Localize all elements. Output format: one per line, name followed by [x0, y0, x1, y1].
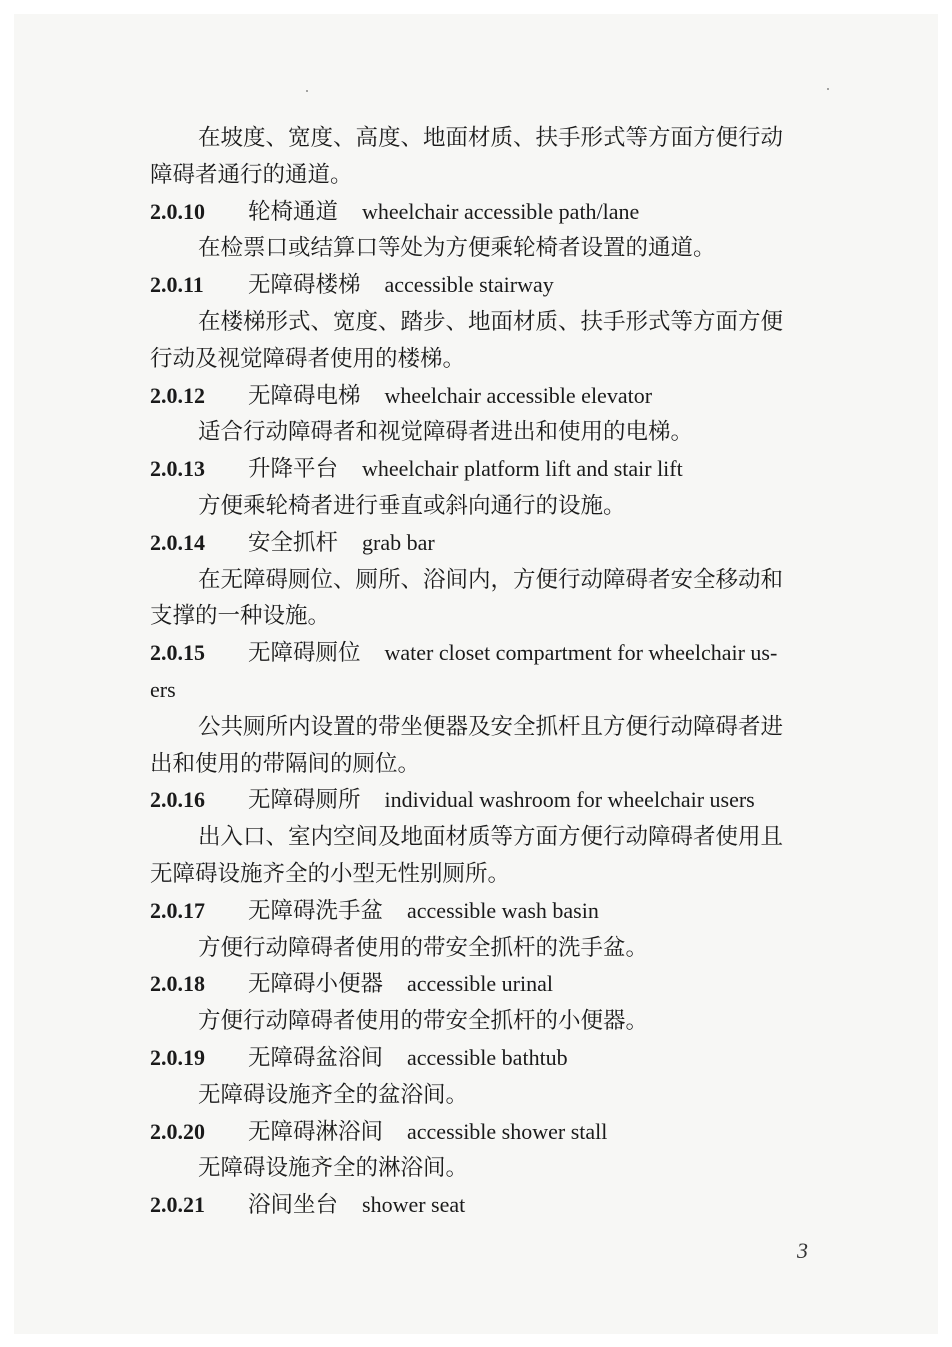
definition-line: 公共厕所内设置的带坐便器及安全抓杆且方便行动障碍者进 — [198, 713, 784, 740]
term-chinese: 无障碍厕所 — [248, 787, 361, 814]
definition-line: 无障碍设施齐全的盆浴间。 — [198, 1081, 469, 1108]
definition-line: 在坡度、宽度、高度、地面材质、扶手形式等方面方便行动 — [198, 125, 784, 151]
term-chinese: 无障碍洗手盆 — [248, 897, 384, 924]
definition-line: 出入口、室内空间及地面材质等方面方便行动障碍者使用且 — [198, 824, 784, 851]
term-number: 2.0.13 — [150, 456, 205, 482]
term-heading — [150, 966, 840, 1003]
term-heading — [150, 1040, 840, 1077]
definition-line: 方便行动障碍者使用的带安全抓杆的小便器。 — [198, 1008, 649, 1035]
term-number: 2.0.16 — [150, 787, 205, 813]
definition-line: 适合行动障碍者和视觉障碍者进出和使用的电梯。 — [198, 419, 694, 446]
term-heading — [150, 782, 840, 819]
term-heading — [150, 451, 840, 488]
term-heading — [150, 893, 840, 930]
term-number: 2.0.21 — [150, 1192, 205, 1218]
term-heading — [150, 1187, 840, 1224]
definition-line: 支撑的一种设施。 — [150, 603, 331, 630]
term-number: 2.0.15 — [150, 640, 205, 666]
term-english: accessible bathtub — [407, 1044, 568, 1070]
definition-line: 无障碍设施齐全的淋浴间。 — [198, 1155, 469, 1182]
definition-line: 方便乘轮椅者进行垂直或斜向通行的设施。 — [198, 492, 626, 519]
term-chinese: 无障碍盆浴间 — [248, 1044, 384, 1071]
term-chinese: 无障碍小便器 — [248, 971, 384, 998]
term-chinese: 无障碍电梯 — [248, 382, 361, 409]
term-english: individual washroom for wheelchair users — [384, 787, 755, 813]
definition-line: 出和使用的带隔间的厕位。 — [150, 750, 421, 777]
term-english: accessible stairway — [384, 272, 554, 298]
term-number: 2.0.17 — [150, 897, 205, 923]
term-chinese: 升降平台 — [248, 456, 339, 483]
term-english: shower seat — [362, 1192, 466, 1218]
term-english-continuation: ers — [150, 676, 176, 702]
term-english: accessible urinal — [407, 971, 554, 997]
term-number: 2.0.18 — [150, 971, 205, 997]
term-english: wheelchair accessible path/lane — [362, 198, 640, 224]
term-heading — [150, 1114, 840, 1151]
scan-speck — [306, 90, 308, 92]
term-english: water closet compartment for wheelchair us- — [384, 640, 778, 666]
term-chinese: 浴间坐台 — [248, 1192, 339, 1219]
definition-line: 在检票口或结算口等处为方便乘轮椅者设置的通道。 — [198, 235, 716, 262]
term-number: 2.0.19 — [150, 1044, 205, 1070]
term-heading — [150, 525, 840, 562]
scan-speck — [827, 88, 829, 90]
term-number: 2.0.12 — [150, 382, 205, 408]
definition-line: 方便行动障碍者使用的带安全抓杆的洗手盆。 — [198, 934, 649, 961]
term-chinese: 安全抓杆 — [248, 529, 339, 556]
term-number: 2.0.20 — [150, 1118, 205, 1144]
definition-line: 行动及视觉障碍者使用的楼梯。 — [150, 345, 466, 372]
term-chinese: 无障碍楼梯 — [248, 272, 361, 299]
term-number: 2.0.14 — [150, 529, 205, 555]
term-english: wheelchair platform lift and stair lift — [362, 456, 683, 482]
definition-line: 在无障碍厕位、厕所、浴间内，方便行动障碍者安全移动和 — [198, 566, 784, 593]
term-english: accessible wash basin — [407, 897, 599, 923]
term-english: wheelchair accessible elevator — [384, 382, 653, 408]
definition-line: 无障碍设施齐全的小型无性别厕所。 — [150, 860, 511, 887]
term-english: accessible shower stall — [407, 1118, 608, 1144]
term-number: 2.0.11 — [150, 272, 204, 298]
term-heading — [150, 635, 840, 672]
term-chinese: 无障碍淋浴间 — [248, 1118, 384, 1145]
page-number: 3 — [797, 1238, 808, 1263]
document-body — [150, 120, 840, 1224]
term-heading — [150, 267, 840, 304]
term-english: grab bar — [362, 529, 435, 555]
term-chinese: 轮椅通道 — [248, 198, 339, 225]
term-heading — [150, 194, 840, 231]
term-chinese: 无障碍厕位 — [248, 640, 361, 667]
definition-line: 在楼梯形式、宽度、踏步、地面材质、扶手形式等方面方便 — [198, 308, 784, 335]
term-heading — [150, 378, 840, 415]
definition-line: 障碍者通行的通道。 — [150, 161, 353, 188]
term-number: 2.0.10 — [150, 198, 205, 224]
